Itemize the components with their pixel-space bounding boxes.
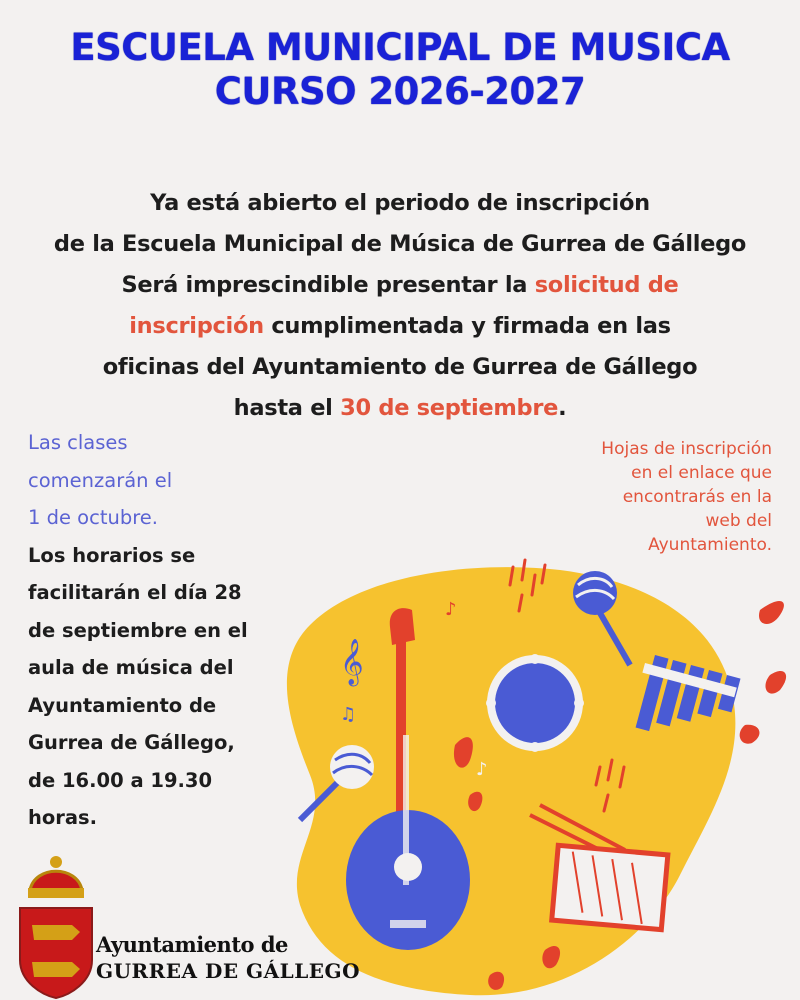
forms-note-line: Hojas de inscripción — [601, 439, 772, 459]
schedule-line: facilitarán el día 28 — [28, 581, 242, 604]
solicitud-highlight: solicitud de — [534, 272, 679, 298]
start-line: comenzarán el — [28, 468, 173, 492]
forms-note-line: Ayuntamiento. — [648, 535, 772, 555]
org-line-1: Ayuntamiento de — [96, 932, 288, 957]
treble-clef-icon: 𝄞 — [340, 639, 364, 685]
intro-line-6-end: . — [558, 395, 567, 421]
schedule-line: Gurrea de Gállego, — [28, 731, 235, 754]
forms-note-line: encontrarás en la — [622, 487, 772, 507]
red-splash-icon — [759, 601, 784, 624]
music-note-icon: ♪ — [445, 599, 457, 620]
title-line-2: CURSO 2026-2027 — [214, 70, 586, 113]
red-splash-icon — [765, 671, 786, 694]
deadline-highlight: 30 de septiembre — [340, 395, 559, 421]
schedule-line: Los horarios se — [28, 543, 196, 567]
intro-line-5: oficinas del Ayuntamiento de Gurrea de Gállego — [102, 354, 698, 380]
music-note-icon: ♫ — [340, 704, 357, 725]
schedule-line: aula de música del — [28, 656, 234, 679]
schedule-line: de septiembre en el — [28, 618, 248, 642]
intro-paragraph — [0, 183, 800, 429]
forms-note — [492, 437, 772, 557]
intro-line-3 — [0, 265, 800, 306]
inscripcion-highlight: inscripción — [129, 313, 264, 339]
intro-line-3-text: Será imprescindible presentar la — [121, 272, 535, 298]
coat-of-arms-icon — [10, 850, 102, 1000]
music-note-icon: ♪ — [476, 759, 488, 780]
intro-line-4-text: cumplimentada y firmada en las — [263, 313, 671, 339]
title-line-1: ESCUELA MUNICIPAL DE MUSICA — [70, 26, 730, 69]
intro-line-6 — [0, 388, 800, 429]
forms-note-line: en el enlace que — [631, 463, 772, 483]
org-line-2: GURREA DE GÁLLEGO — [96, 959, 361, 983]
intro-line-2: de la Escuela Municipal de Música de Gurrea de Gállego — [53, 231, 747, 257]
schedule-line: de 16.00 a 19.30 — [28, 768, 213, 792]
red-splash-icon — [740, 725, 760, 744]
intro-line-4 — [0, 306, 800, 347]
page-title — [0, 26, 800, 114]
start-line: Las clases — [28, 431, 128, 454]
municipality-name — [96, 932, 360, 984]
start-line: 1 de octubre. — [28, 506, 158, 529]
schedule-line: Ayuntamiento de — [28, 693, 217, 717]
forms-note-line: web del — [705, 511, 772, 531]
intro-line-6-text: hasta el — [233, 395, 341, 421]
schedule-line: horas. — [28, 806, 98, 829]
intro-line-1: Ya está abierto el periodo de inscripción — [150, 190, 650, 216]
